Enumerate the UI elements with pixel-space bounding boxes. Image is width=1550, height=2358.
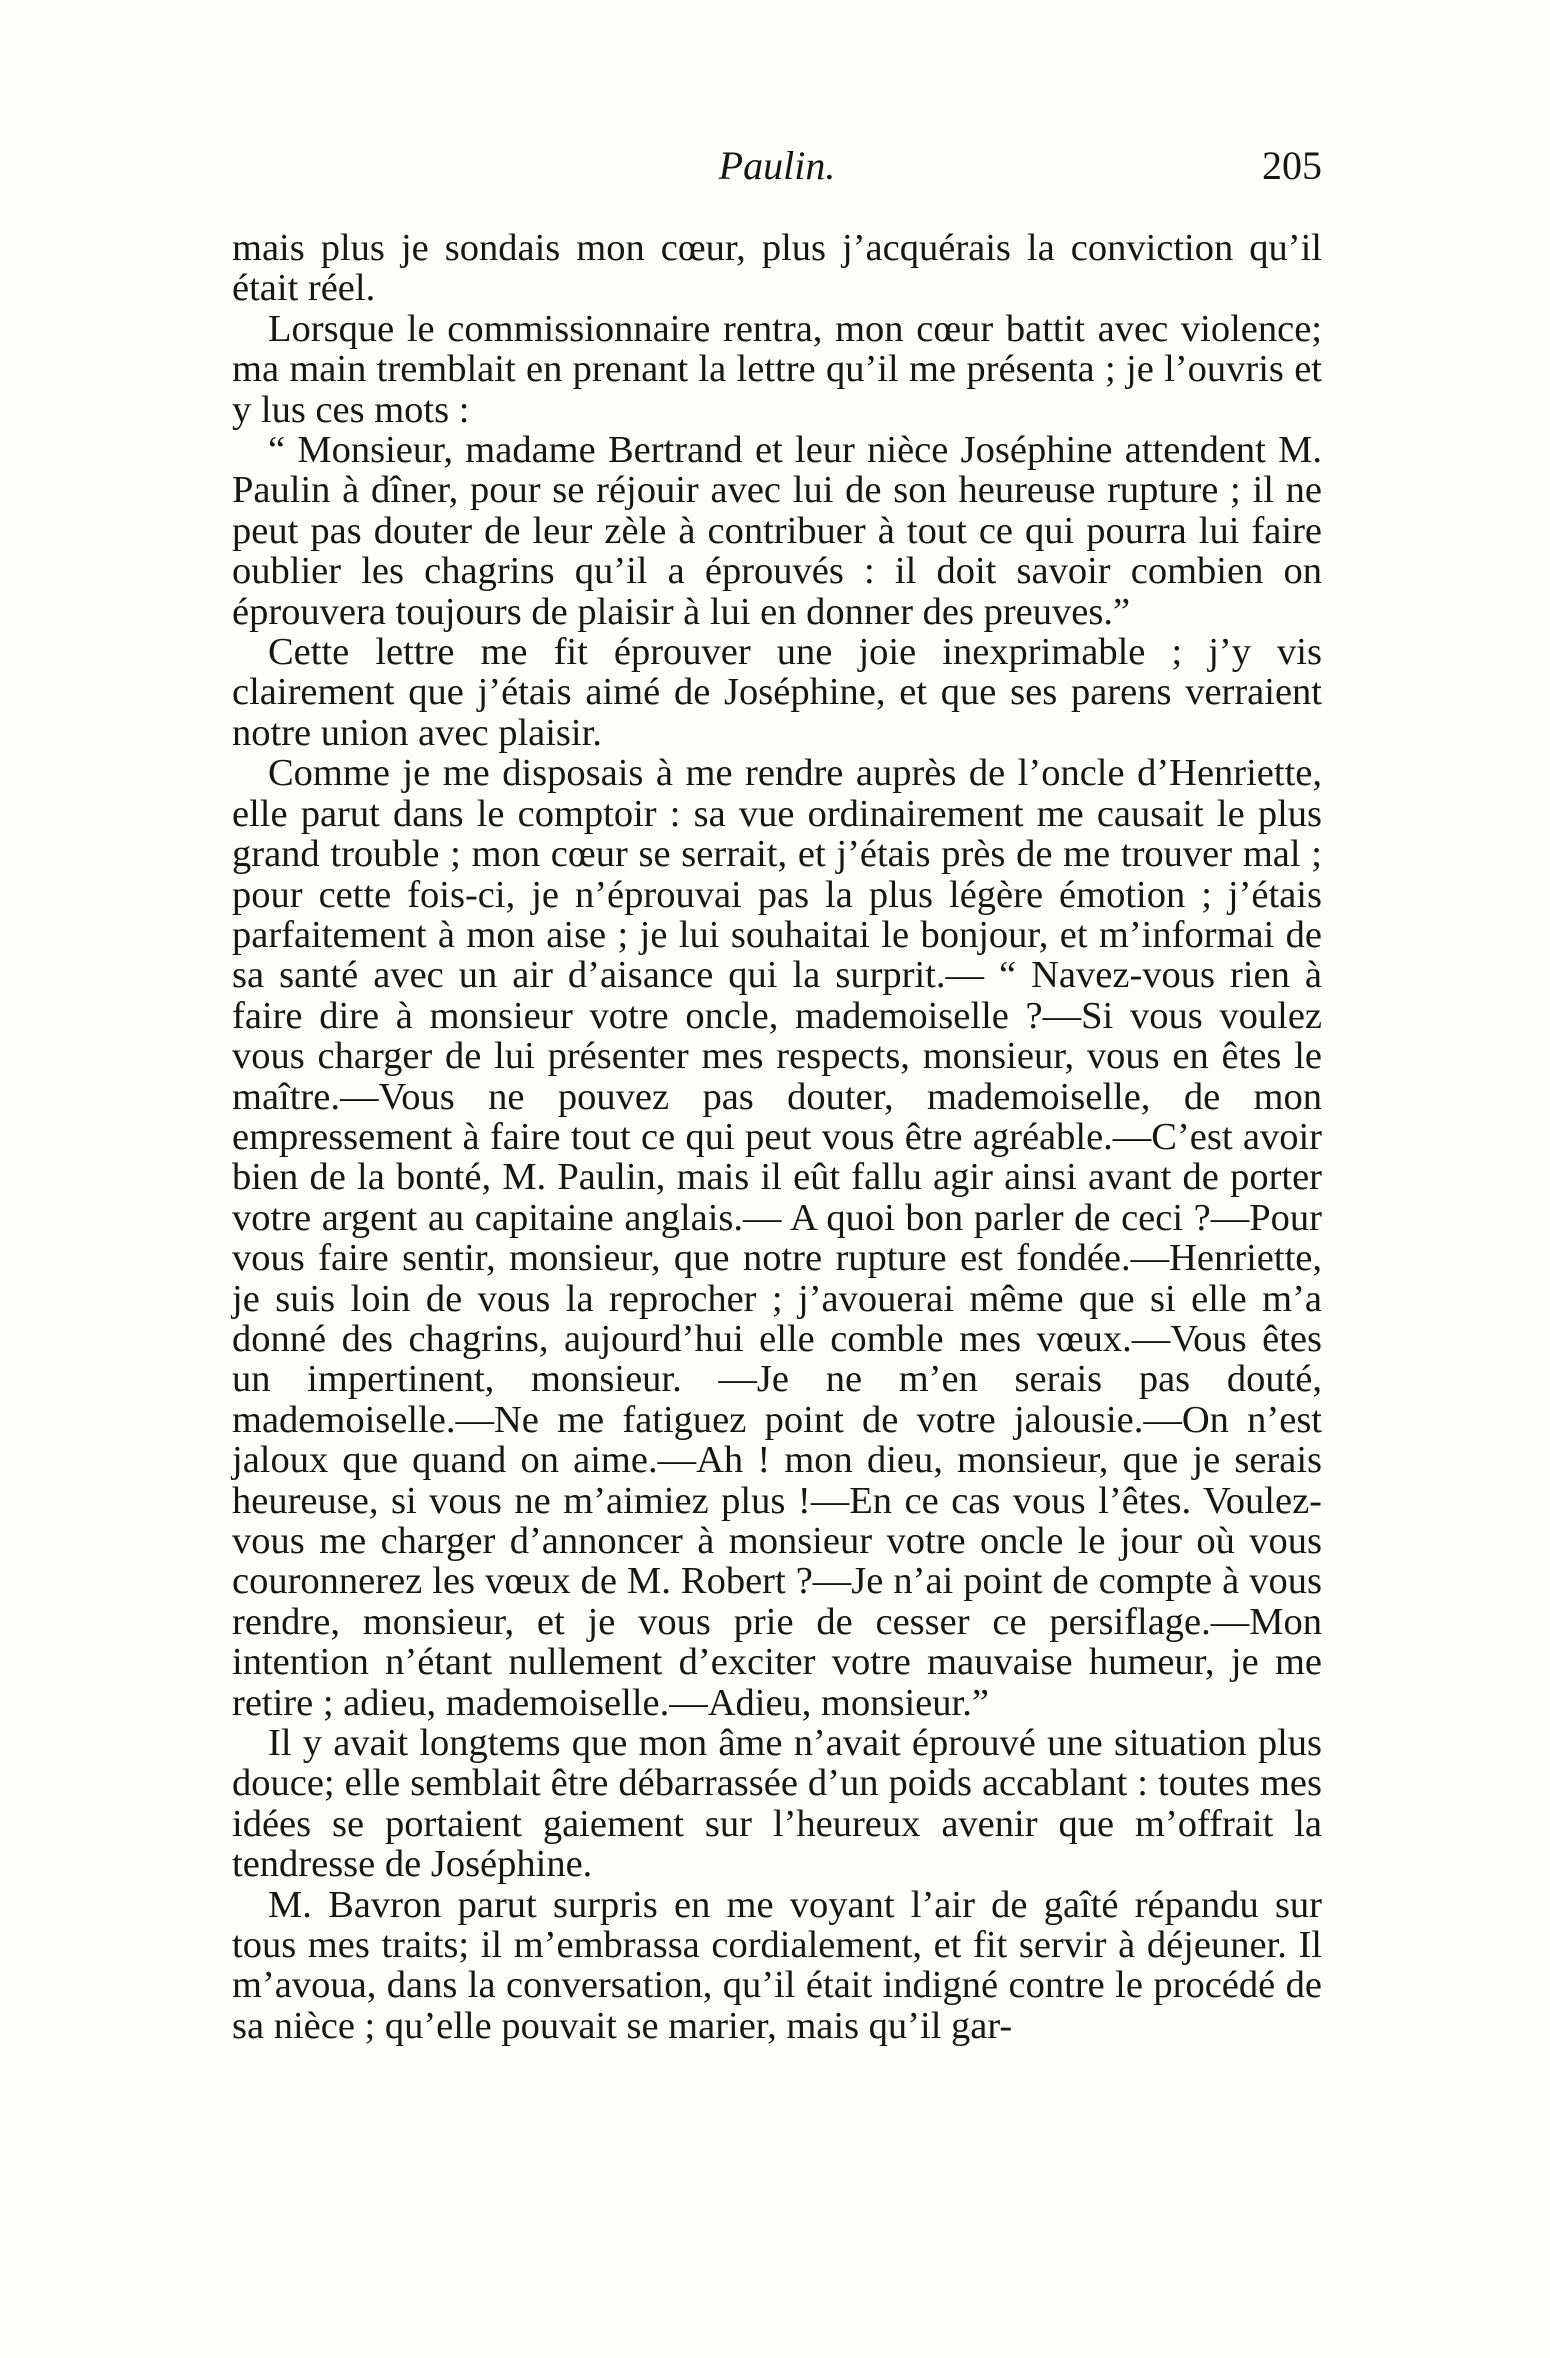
paragraph-6: Il y avait longtems que mon âme n’avait éprouvé une situation plus douce; elle semblait être débarrassée d’un poids accablant : toutes mes idées se portaient gaiement sur l’heureux avenir que m’offrait la tendresse de Joséphine. (232, 1722, 1322, 1886)
paragraph-1: mais plus je sondais mon cœur, plus j’acquérais la conviction qu’il était réel. (232, 227, 1322, 310)
paragraph-7: M. Bavron parut surpris en me voyant l’air de gaîté répandu sur tous mes traits; il m’embrassa cordialement, et fit servir à déjeuner. Il m’avoua, dans la conversation, qu’il était indigné contre le procédé de sa nièce ; qu’elle pouvait se marier, mais qu’il gar- (232, 1883, 1322, 2047)
paragraph-4: Cette lettre me fit éprouver une joie inexprimable ; j’y vis clairement que j’étais aimé de Joséphine, et que ses parens verraient notre union avec plaisir. (232, 631, 1322, 754)
running-title: Paulin. (718, 143, 836, 188)
running-head (232, 138, 1322, 198)
paragraph-3: “ Monsieur, madame Bertrand et leur nièce Joséphine attendent M. Paulin à dîner, pour se réjouir avec lui de son heureuse rupture ; il ne peut pas douter de leur zèle à contribuer à tout ce qui pourra lui faire oublier les chagrins qu’il a éprouvés : il doit savoir combien on éprouvera toujours de plaisir à lui en donner des preuves.” (232, 429, 1322, 633)
page-number: 205 (1262, 143, 1322, 188)
body-text (232, 228, 1322, 2046)
paragraph-5: Comme je me disposais à me rendre auprès de l’oncle d’Henriette, elle parut dans le comptoir : sa vue ordinairement me causait le plus grand trouble ; mon cœur se serrait, et j’étais près de me trouver mal ; pour cette fois-ci, je n’éprouvai pas la plus légère émotion ; j’étais parfaitement à mon aise ; je lui souhaitai le bonjour, et m’informai de sa santé avec un air d’aisance qui la surprit.— “ Navez-vous rien à faire dire à monsieur votre oncle, mademoiselle ?—Si vous voulez vous charger de lui présenter mes respects, monsieur, vous en êtes le maître.—Vous ne pouvez pas douter, mademoiselle, de mon empressement à faire tout ce qui peut vous être agréable.—C’est avoir bien de la bonté, M. Paulin, mais il eût fallu agir ainsi avant de porter votre argent au capitaine anglais.— A quoi bon parler de ceci ?—Pour vous faire sentir, monsieur, que notre rupture est fondée.—Henriette, je suis loin de vous la reprocher ; j’avouerai même que si elle m’a donné des chagrins, aujourd’hui elle comble mes vœux.—Vous êtes un impertinent, monsieur. —Je ne m’en serais pas douté, mademoiselle.—Ne me fatiguez point de votre jalousie.—On n’est jaloux que quand on aime.—Ah ! mon dieu, monsieur, que je serais heureuse, si vous ne m’aimiez plus !—En ce cas vous l’êtes. Voulez-vous me charger d’annoncer à monsieur votre oncle le jour où vous couronnerez les vœux de M. Robert ?—Je n’ai point de compte à vous rendre, monsieur, et je vous prie de cesser ce persiflage.—Mon intention n’étant nullement d’exciter votre mauvaise humeur, je me retire ; adieu, mademoiselle.—Adieu, monsieur.” (232, 752, 1322, 1724)
paragraph-2: Lorsque le commissionnaire rentra, mon cœur battit avec violence; ma main tremblait en prenant la lettre qu’il me présenta ; je l’ouvris et y lus ces mots : (232, 307, 1322, 431)
